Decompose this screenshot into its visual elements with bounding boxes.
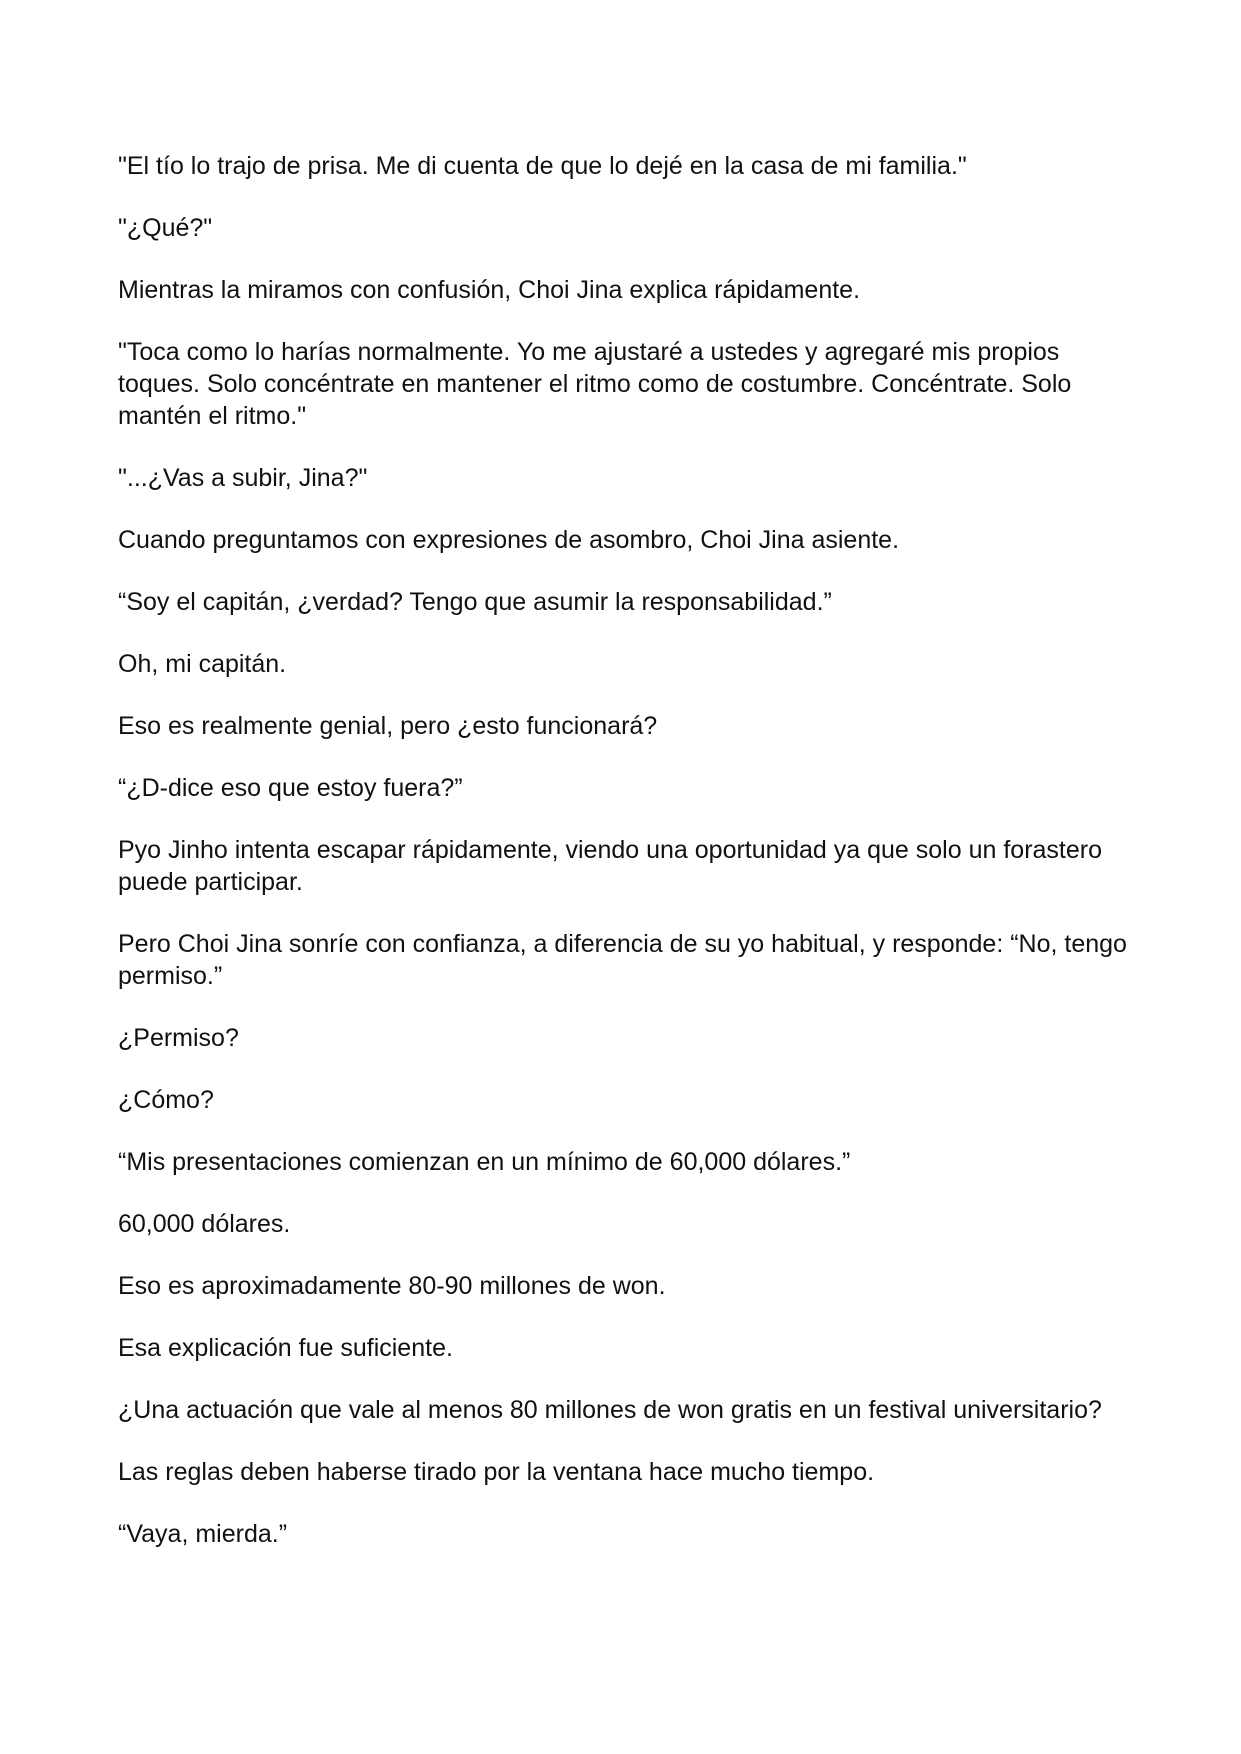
paragraph: ¿Permiso?	[118, 1024, 239, 1052]
paragraph: Eso es realmente genial, pero ¿esto funcionará?	[118, 712, 658, 740]
paragraph: "El tío lo trajo de prisa. Me di cuenta de que lo dejé en la casa de mi familia."	[118, 152, 967, 180]
paragraph: “¿D-dice eso que estoy fuera?”	[118, 774, 463, 802]
paragraph: "¿Qué?"	[118, 214, 213, 242]
paragraph: 60,000 dólares.	[118, 1210, 291, 1238]
paragraph: Cuando preguntamos con expresiones de asombro, Choi Jina asiente.	[118, 526, 900, 554]
paragraph: "Toca como lo harías normalmente. Yo me ajustaré a ustedes y agregaré mis propios toques. Solo concéntrate en mantener el ritmo como de costumbre. Concéntrate. Solo mantén el ritmo."	[118, 338, 1072, 430]
paragraph: Pyo Jinho intenta escapar rápidamente, viendo una oportunidad ya que solo un forastero puede participar.	[118, 836, 1102, 896]
paragraph: “Soy el capitán, ¿verdad? Tengo que asumir la responsabilidad.”	[118, 588, 832, 616]
paragraph: ¿Una actuación que vale al menos 80 millones de won gratis en un festival universitario?	[118, 1396, 1102, 1424]
paragraph: Pero Choi Jina sonríe con confianza, a diferencia de su yo habitual, y responde: “No, tengo permiso.”	[118, 930, 1127, 990]
paragraph: "...¿Vas a subir, Jina?"	[118, 464, 368, 492]
paragraph: ¿Cómo?	[118, 1086, 214, 1114]
document-body	[118, 150, 1128, 1580]
paragraph: “Mis presentaciones comienzan en un mínimo de 60,000 dólares.”	[118, 1148, 851, 1176]
paragraph: Oh, mi capitán.	[118, 650, 287, 678]
paragraph: Mientras la miramos con confusión, Choi Jina explica rápidamente.	[118, 276, 861, 304]
paragraph: Eso es aproximadamente 80-90 millones de won.	[118, 1272, 666, 1300]
paragraph: “Vaya, mierda.”	[118, 1520, 288, 1548]
paragraph: Las reglas deben haberse tirado por la ventana hace mucho tiempo.	[118, 1458, 875, 1486]
paragraph: Esa explicación fue suficiente.	[118, 1334, 453, 1362]
